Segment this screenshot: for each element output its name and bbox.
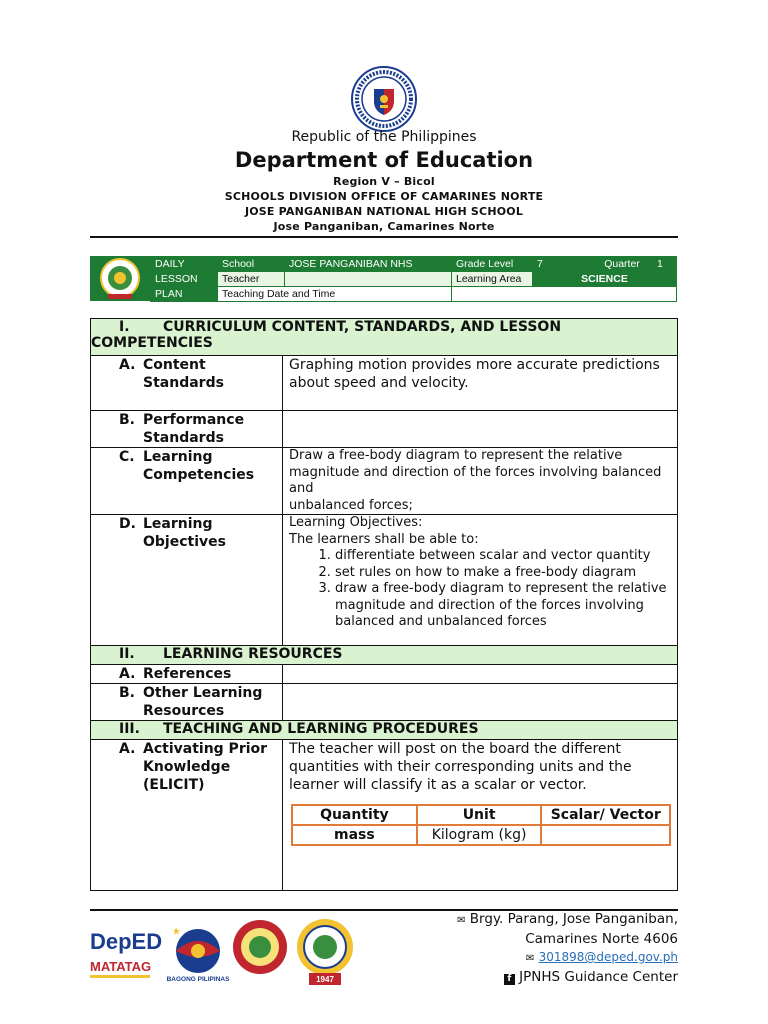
teacher-value xyxy=(285,272,452,287)
dlp-title-1: DAILY xyxy=(151,257,218,272)
department-heading: Department of Education xyxy=(234,148,534,172)
table-cell: mass xyxy=(292,825,417,845)
performance-standards-value xyxy=(283,411,678,448)
dlp-band xyxy=(90,256,677,301)
teaching-date-label: Teaching Date and Time xyxy=(218,287,452,302)
address-line-1: Brgy. Parang, Jose Panganiban, xyxy=(469,911,678,927)
email-icon: ✉ xyxy=(525,953,535,964)
section-curriculum xyxy=(91,319,678,356)
content-standards-label: A. Content Standards xyxy=(91,356,283,411)
deped-logo xyxy=(90,929,162,978)
footer-logos xyxy=(90,915,360,987)
activating-knowledge-value: The teacher will post on the board the different quantities with their corresponding units and the learner will classify it as a scalar or vector. Quantity Unit Scalar/ Vector mass Kilogram (kg) xyxy=(283,740,678,891)
table-row xyxy=(292,825,670,845)
content-standards-value: Graphing motion provides more accurate predictions about speed and velocity. xyxy=(283,356,678,411)
other-resources-value xyxy=(283,684,678,721)
section-procedures: III. TEACHING AND LEARNING PROCEDURES xyxy=(91,721,678,740)
section-number: I. xyxy=(119,319,130,335)
performance-standards-label: B. Performance Standards xyxy=(91,411,283,448)
list-item: 2. set rules on how to make a free-body diagram xyxy=(335,565,671,582)
facebook-page[interactable]: JPNHS Guidance Center xyxy=(519,969,678,985)
grade-level-value: 7 xyxy=(533,257,592,272)
republic-heading: Republic of the Philippines xyxy=(291,129,477,145)
header-divider xyxy=(90,236,678,238)
svg-text:MATATAG: MATATAG xyxy=(90,959,152,974)
deped-seal-logo xyxy=(350,65,418,133)
table-header: Quantity xyxy=(292,805,417,825)
division-heading: SCHOOLS DIVISION OFFICE OF CAMARINES NORTE xyxy=(224,190,544,203)
location-heading: Jose Panganiban, Camarines Norte xyxy=(273,220,495,233)
learning-area-value: SCIENCE xyxy=(533,272,677,287)
objectives-list xyxy=(289,548,671,631)
bagong-pilipinas-logo xyxy=(167,927,231,983)
teaching-date-value xyxy=(452,287,677,302)
facebook-icon: f xyxy=(504,974,515,985)
quantity-table xyxy=(291,804,671,846)
table-cell xyxy=(541,825,670,845)
quarter-label: Quarter xyxy=(592,257,653,272)
dlp-info-table xyxy=(150,256,677,302)
references-label: A. References xyxy=(91,665,283,684)
table-cell: Kilogram (kg) xyxy=(417,825,542,845)
learning-objectives-label: D. Learning Objectives xyxy=(91,515,283,646)
school-label: School xyxy=(218,257,285,272)
activating-knowledge-label: A. Activating Prior Knowledge (ELICIT) xyxy=(91,740,283,891)
school-heading: JOSE PANGANIBAN NATIONAL HIGH SCHOOL xyxy=(244,205,524,218)
school-logo-band xyxy=(90,256,150,301)
svg-text:1947: 1947 xyxy=(316,975,334,984)
table-header: Scalar/ Vector xyxy=(541,805,670,825)
list-item: 3. draw a free-body diagram to represent the relative magnitude and direction of the forces involving balanced and unbalanced forces xyxy=(335,581,671,631)
region-heading: Region V – Bicol xyxy=(333,175,435,188)
learning-area-label: Learning Area xyxy=(452,272,533,287)
svg-text:DepED: DepED xyxy=(90,929,163,954)
learning-objectives-value: Learning Objectives: The learners shall be able to: 1. differentiate between scalar and vector quantity 2. set rules on how to make a free-body diagram 3. draw a free-body diagram to represent the relative magnitude and direction of the forces involving balanced and unbalanced forces xyxy=(283,515,678,646)
school-value: JOSE PANGANIBAN NHS xyxy=(285,257,452,272)
address-line-2: Camarines Norte 4606 xyxy=(525,931,678,947)
learning-competencies-label: C. Learning Competencies xyxy=(91,448,283,515)
learning-competencies-value: Draw a free-body diagram to represent the relative magnitude and direction of the forces involving balanced and unbalanced forces; xyxy=(283,448,678,515)
division-office-logo xyxy=(233,920,287,974)
svg-text:BAGONG PILIPINAS: BAGONG PILIPINAS xyxy=(166,976,230,983)
table-header: Unit xyxy=(417,805,542,825)
school-logo xyxy=(297,919,353,985)
other-resources-label: B. Other Learning Resources xyxy=(91,684,283,721)
section-learning-resources: II. LEARNING RESOURCES xyxy=(91,646,678,665)
section-title: CURRICULUM CONTENT, STANDARDS, AND LESSON COMPETENCIES xyxy=(91,319,562,351)
quarter-value: 1 xyxy=(653,257,677,272)
lesson-plan-table xyxy=(90,318,678,891)
dlp-title-2: LESSON xyxy=(151,272,218,287)
references-value xyxy=(283,665,678,684)
email-link[interactable]: 301898@deped.gov.ph xyxy=(538,950,678,964)
dlp-title-3: PLAN xyxy=(151,287,218,302)
grade-level-label: Grade Level xyxy=(452,257,533,272)
teacher-label: Teacher xyxy=(218,272,285,287)
location-icon: ✉ xyxy=(457,915,466,926)
footer-contact xyxy=(457,910,678,986)
list-item: 1. differentiate between scalar and vector quantity xyxy=(335,548,671,565)
